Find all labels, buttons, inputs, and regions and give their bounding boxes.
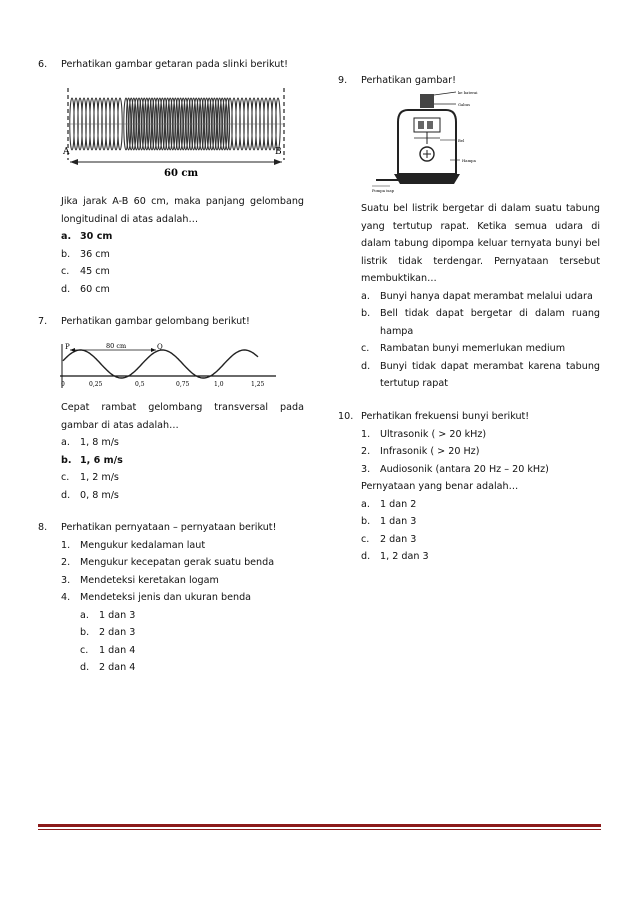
question-number: 10. bbox=[338, 411, 354, 422]
option-d: d. 0, 8 m/s bbox=[61, 489, 119, 501]
option-d: d. 1, 2 dan 3 bbox=[361, 551, 429, 562]
option-b: b. 1 dan 3 bbox=[361, 516, 417, 527]
bell-jar-figure bbox=[370, 88, 486, 194]
question-stem: Pernyataan yang benar adalah… bbox=[361, 481, 519, 492]
question-prompt: Perhatikan gambar gelombang berikut! bbox=[61, 316, 250, 327]
footer-rule-thin bbox=[38, 829, 601, 830]
wave-figure bbox=[58, 340, 280, 392]
question-stem: Suatu bel listrik bergetar di dalam suatu tabung yang tertutup rapat. Ketika semua udara di dalam tabung dipompa keluar ternyata bunyi bel listrik tidak terdengar. Pernyataan tersebut membuktikan… bbox=[361, 203, 600, 284]
question-number: 8. bbox=[38, 522, 48, 533]
statement-1: 1. Ultrasonik ( > 20 kHz) bbox=[361, 428, 487, 440]
option-c: c. 1, 2 m/s bbox=[61, 472, 119, 483]
question-number: 7. bbox=[38, 316, 48, 327]
label-a: A bbox=[63, 147, 70, 157]
option-b: b. Bell tidak dapat bergetar di dalam ruang hampa bbox=[361, 308, 600, 337]
statement-2: 2. Infrasonik ( > 20 Hz) bbox=[361, 446, 480, 457]
footer-rule-thick bbox=[38, 824, 601, 827]
slinky-figure bbox=[60, 80, 290, 180]
option-a: a. 30 cm bbox=[61, 231, 113, 242]
length-label: 60 cm bbox=[164, 168, 199, 179]
tick-125: 1,25 bbox=[251, 381, 265, 388]
option-c: c. 1 dan 4 bbox=[80, 644, 136, 656]
distance-label: 80 cm bbox=[106, 342, 127, 350]
option-d: d. 60 cm bbox=[61, 283, 110, 295]
option-c: c. 45 cm bbox=[61, 266, 110, 277]
point-p-label: P bbox=[65, 343, 70, 351]
statement-1: 1. Mengukur kedalaman laut bbox=[61, 539, 206, 551]
label-bell: Bel bbox=[458, 138, 465, 143]
question-6-body bbox=[38, 193, 304, 298]
option-b: b. 2 dan 3 bbox=[80, 627, 136, 638]
question-stem: Jika jarak A-B 60 cm, maka panjang gelombang longitudinal di atas adalah… bbox=[61, 196, 304, 225]
tick-0: 0 bbox=[61, 381, 65, 388]
label-cork: Gabus bbox=[458, 102, 471, 107]
bell-jar-diagram bbox=[370, 88, 486, 194]
question-prompt: Perhatikan gambar getaran pada slinki berikut! bbox=[61, 59, 288, 70]
point-q-label: Q bbox=[157, 343, 163, 351]
question-9-body bbox=[338, 200, 600, 393]
statement-2: 2. Mengukur kecepatan gerak suatu benda bbox=[61, 557, 275, 568]
option-b: b. 36 cm bbox=[61, 248, 110, 260]
option-a: a. 1 dan 3 bbox=[80, 609, 136, 621]
question-8 bbox=[38, 519, 304, 677]
question-7-body bbox=[38, 399, 304, 504]
question-9 bbox=[338, 72, 600, 90]
option-c: c. 2 dan 3 bbox=[361, 533, 417, 545]
label-vacuum: Hampa bbox=[462, 158, 476, 163]
question-number: 6. bbox=[38, 59, 48, 70]
label-pump: Pompa isap bbox=[372, 188, 395, 193]
option-b: b. 1, 6 m/s bbox=[61, 454, 123, 466]
slinky-diagram bbox=[60, 80, 290, 180]
statement-3: 3. Audiosonik (antara 20 Hz – 20 kHz) bbox=[361, 463, 549, 475]
option-c: c. Rambatan bunyi memerlukan medium bbox=[361, 343, 566, 354]
question-7 bbox=[38, 313, 304, 331]
option-a: a. Bunyi hanya dapat merambat melalui udara bbox=[361, 290, 593, 302]
tick-05: 0,5 bbox=[135, 381, 145, 388]
tick-075: 0,75 bbox=[176, 381, 190, 388]
option-a: a. 1, 8 m/s bbox=[61, 437, 119, 448]
label-b: B bbox=[275, 147, 282, 157]
tick-025: 0,25 bbox=[89, 381, 103, 388]
label-battery: ke baterai bbox=[458, 90, 478, 95]
question-prompt: Perhatikan pernyataan – pernyataan berikut! bbox=[61, 522, 277, 533]
statement-4: 4. Mendeteksi jenis dan ukuran benda bbox=[61, 592, 252, 603]
question-6 bbox=[38, 56, 304, 74]
option-a: a. 1 dan 2 bbox=[361, 498, 417, 510]
wave-diagram bbox=[58, 340, 280, 392]
question-10 bbox=[338, 408, 600, 566]
tick-10: 1,0 bbox=[214, 381, 224, 388]
question-number: 9. bbox=[338, 75, 348, 86]
question-stem: Cepat rambat gelombang transversal pada gambar di atas adalah… bbox=[61, 402, 304, 431]
question-prompt: Perhatikan frekuensi bunyi berikut! bbox=[361, 411, 530, 422]
option-d: d. 2 dan 4 bbox=[80, 662, 136, 673]
question-prompt: Perhatikan gambar! bbox=[361, 75, 456, 86]
option-d: d. Bunyi tidak dapat merambat karena tabung tertutup rapat bbox=[361, 360, 600, 389]
statement-3: 3. Mendeteksi keretakan logam bbox=[61, 574, 219, 586]
